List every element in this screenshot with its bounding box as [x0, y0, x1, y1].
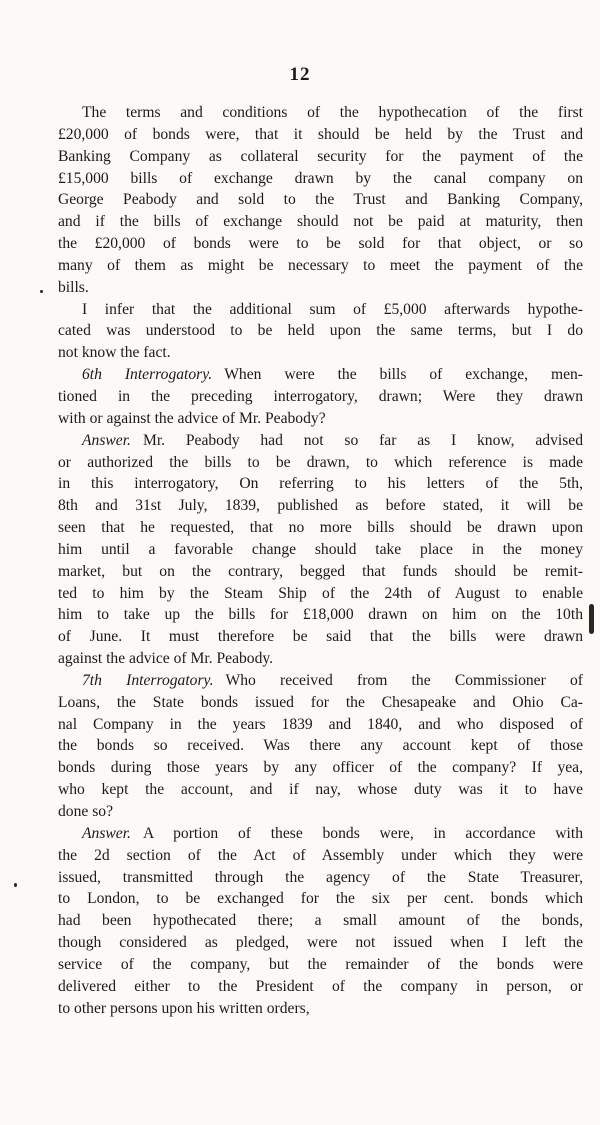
text-line	[58, 386, 583, 408]
line-text: I infer that the additional sum of £5,000 afterwards hypothe-	[82, 300, 583, 318]
line-text: nal Company in the years 1839 and 1840, and who disposed of	[58, 715, 583, 733]
line-text: him to take up the bills for £18,000 drawn on him on the 10th	[58, 606, 583, 624]
line-text: issued, transmitted through the agency of the State Treasurer,	[58, 868, 583, 886]
line-text: the bonds so received. Was there any account kept of those	[58, 737, 583, 755]
paragraph-label: Answer.	[82, 824, 131, 842]
edge-mark	[589, 604, 594, 634]
text-line	[58, 146, 583, 168]
text-line	[58, 735, 583, 757]
line-text: in this interrogatory, On referring to his letters of the 5th,	[58, 475, 583, 493]
text-line	[58, 277, 583, 299]
line-text: cated was understood to be held upon the same terms, but I do	[58, 322, 583, 340]
line-text: seen that he requested, that no more bills should be drawn upon	[58, 519, 583, 537]
text-line	[58, 561, 583, 583]
page-number: 12	[289, 64, 311, 85]
text-line	[58, 845, 583, 867]
paragraph	[58, 364, 583, 430]
text-line	[58, 255, 583, 277]
paragraph	[58, 670, 583, 823]
line-text: the £20,000 of bonds were to be sold for that object, or so	[58, 235, 583, 253]
line-text: and if the bills of exchange should not be paid at maturity, then	[58, 213, 583, 231]
line-text: £20,000 of bonds were, that it should be held by the Trust and	[58, 125, 583, 143]
line-text: Who received from the Commissioner of	[225, 671, 583, 689]
margin-speck	[14, 883, 17, 887]
line-text: who kept the account, and if nay, whose duty was it to have	[58, 781, 583, 799]
text-line	[58, 801, 583, 823]
line-text: The terms and conditions of the hypothecation of the first	[82, 104, 583, 121]
text-line	[58, 495, 583, 517]
text-line	[58, 954, 583, 976]
text-line	[58, 757, 583, 779]
line-text: delivered either to the President of the company in person, or	[58, 977, 583, 995]
line-text: 8th and 31st July, 1839, published as before stated, it will be	[58, 497, 583, 515]
text-line	[58, 648, 583, 670]
text-line	[58, 299, 583, 321]
paragraph-label: Answer.	[82, 431, 131, 449]
body-text	[58, 102, 583, 1019]
text-line	[58, 473, 583, 495]
paragraph-label: 7th Interrogatory.	[82, 671, 214, 689]
line-text: ted to him by the Steam Ship of the 24th of August to enable	[58, 584, 583, 602]
line-text: A portion of these bonds were, in accordance with	[142, 824, 583, 842]
paragraph	[58, 823, 583, 1020]
text-line	[58, 626, 583, 648]
text-line	[58, 517, 583, 539]
line-text: bills.	[58, 278, 89, 296]
line-text: bonds during those years by any officer of the company? If yea,	[58, 759, 583, 777]
line-text: against the advice of Mr. Peabody.	[58, 650, 274, 668]
line-text: though considered as pledged, were not issued when I left the	[58, 934, 583, 952]
line-text: with or against the advice of Mr. Peabody?	[58, 409, 326, 427]
line-text: to other persons upon his written orders,	[58, 999, 310, 1017]
text-line	[58, 102, 583, 124]
paragraph	[58, 102, 583, 299]
text-line	[58, 604, 583, 626]
line-text: him until a favorable change should take place in the money	[58, 540, 583, 558]
text-line	[58, 189, 583, 211]
text-line	[58, 670, 583, 692]
line-text: many of them as might be necessary to meet the payment of the	[58, 256, 583, 274]
text-line	[58, 430, 583, 452]
line-text: George Peabody and sold to the Trust and Banking Company,	[58, 191, 583, 209]
text-line	[58, 998, 583, 1020]
margin-speck	[40, 290, 43, 293]
line-text: or authorized the bills to be drawn, to which reference is made	[58, 453, 583, 471]
text-line	[58, 867, 583, 889]
paragraph-label: 6th Interrogatory.	[82, 366, 213, 384]
text-line	[58, 408, 583, 430]
line-text: done so?	[58, 803, 113, 820]
text-line	[58, 910, 583, 932]
text-line	[58, 779, 583, 801]
text-line	[58, 539, 583, 561]
text-line	[58, 211, 583, 233]
paragraph	[58, 430, 583, 670]
line-text: not know the fact.	[58, 344, 171, 362]
text-line	[58, 714, 583, 736]
text-line	[58, 692, 583, 714]
line-text: of June. It must therefore be said that the bills were drawn	[58, 628, 583, 646]
text-line	[58, 124, 583, 146]
text-line	[58, 583, 583, 605]
line-text: the 2d section of the Act of Assembly under which they were	[58, 846, 583, 864]
text-line	[58, 364, 583, 386]
line-text: Mr. Peabody had not so far as I know, advised	[142, 431, 583, 449]
text-line	[58, 976, 583, 998]
line-text: Loans, the State bonds issued for the Chesapeake and Ohio Ca-	[58, 693, 583, 711]
line-text: tioned in the preceding interrogatory, drawn; Were they drawn	[58, 387, 583, 405]
text-line	[58, 320, 583, 342]
line-text: When were the bills of exchange, men-	[224, 366, 583, 384]
line-text: to London, to be exchanged for the six per cent. bonds which	[58, 890, 583, 908]
line-text: Banking Company as collateral security for the payment of the	[58, 147, 583, 165]
paragraph	[58, 299, 583, 365]
text-line	[58, 932, 583, 954]
line-text: £15,000 bills of exchange drawn by the canal company on	[58, 169, 583, 187]
text-line	[58, 888, 583, 910]
line-text: market, but on the contrary, begged that funds should be remit-	[58, 562, 583, 580]
text-line	[58, 823, 583, 845]
text-line	[58, 342, 583, 364]
text-line	[58, 233, 583, 255]
line-text: had been hypothecated there; a small amount of the bonds,	[58, 912, 583, 930]
text-line	[58, 168, 583, 190]
line-text: service of the company, but the remainder of the bonds were	[58, 955, 583, 973]
text-line	[58, 452, 583, 474]
